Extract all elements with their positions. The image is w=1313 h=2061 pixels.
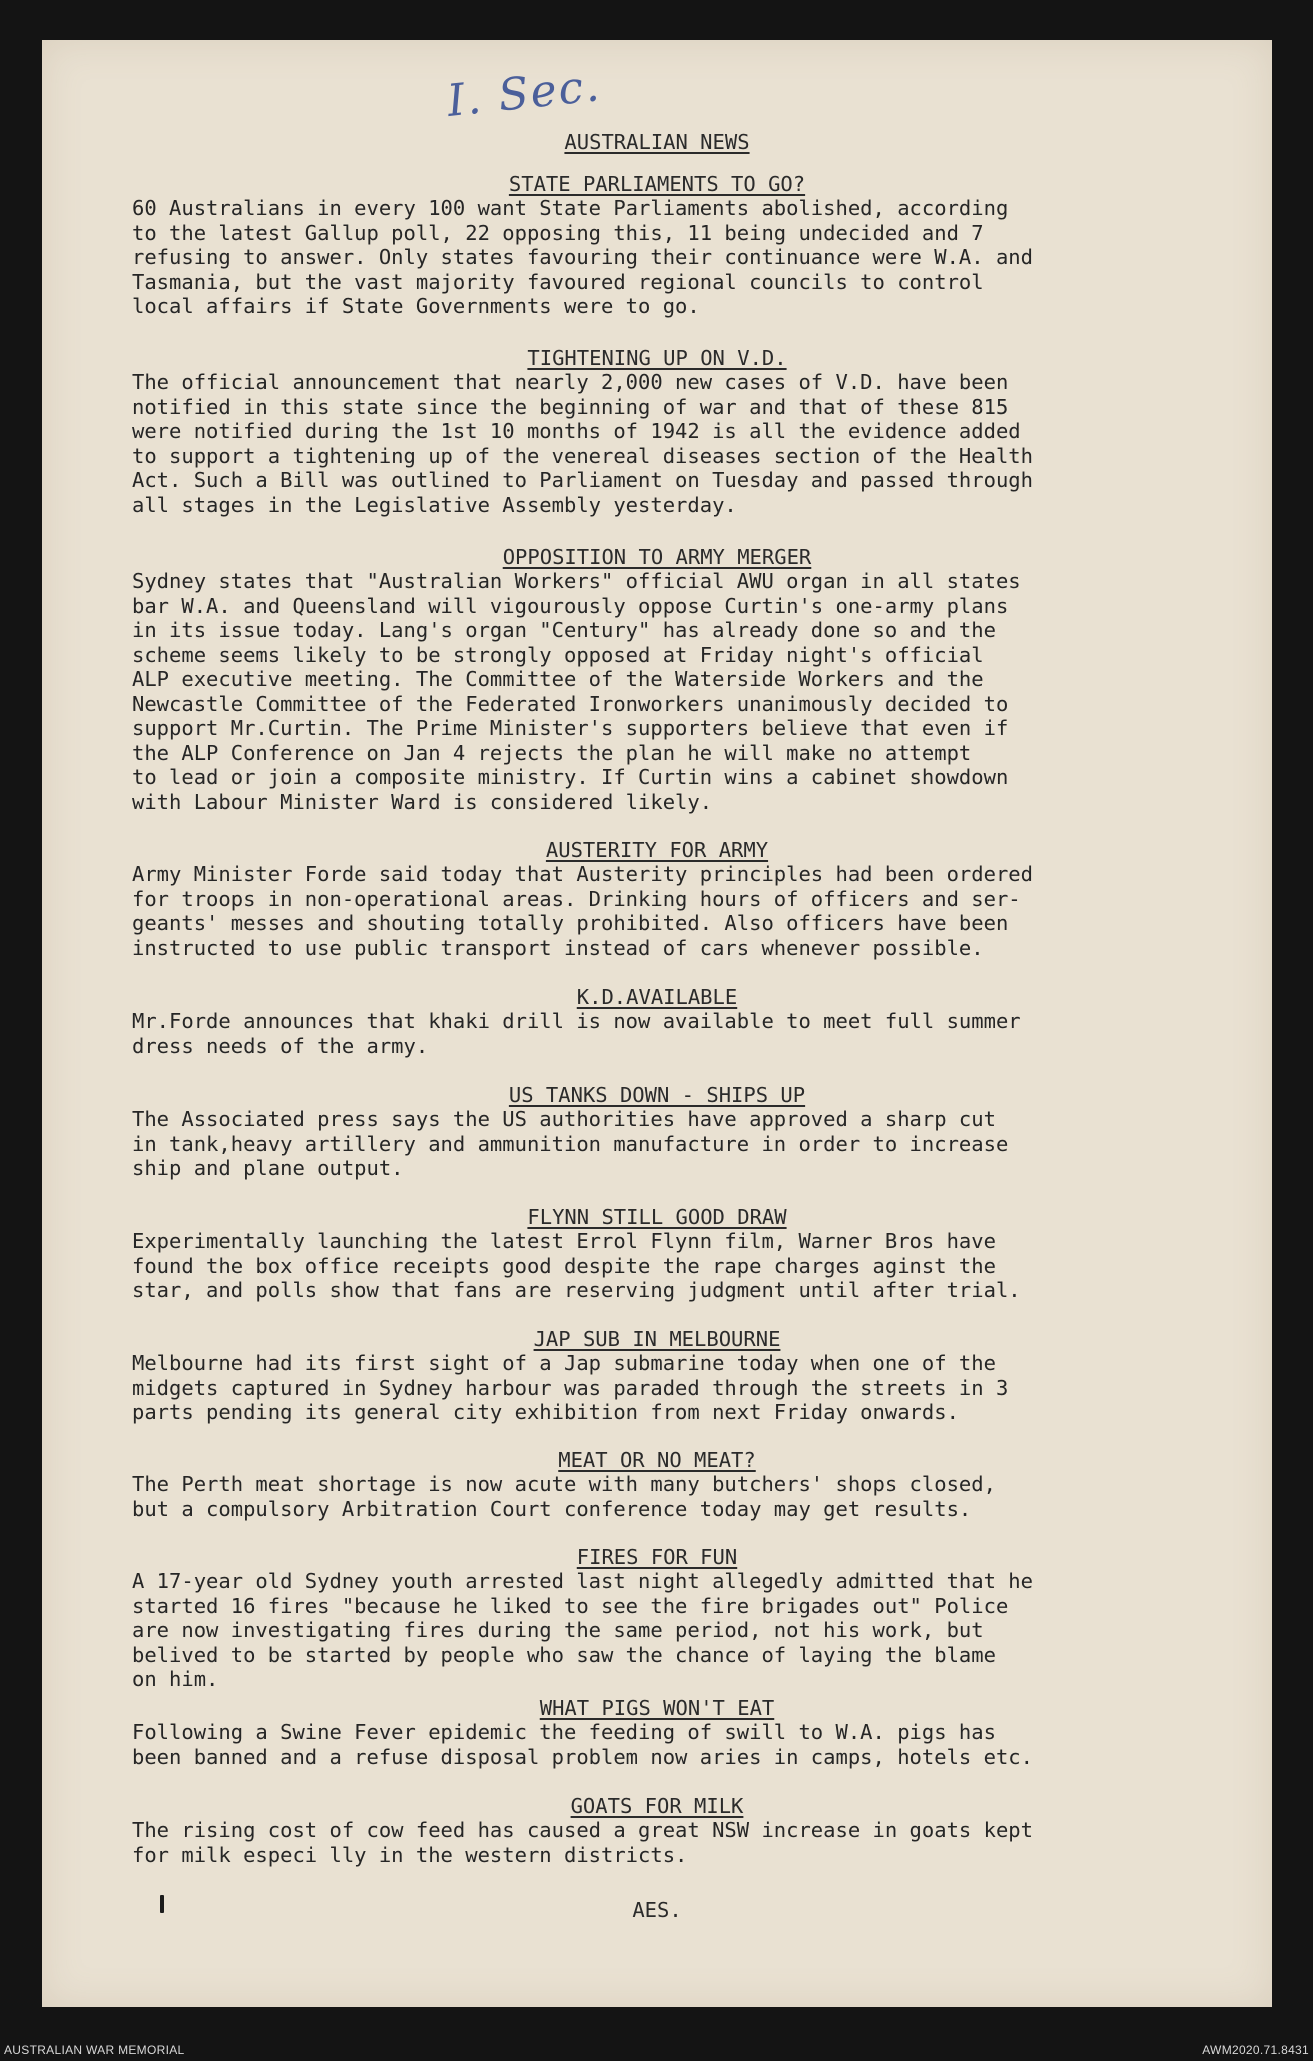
- section-heading: FLYNN STILL GOOD DRAW: [527, 1205, 787, 1229]
- section-heading: STATE PARLIAMENTS TO GO?: [508, 172, 806, 196]
- section-body: Mr.Forde announces that khaki drill is now available to meet full summer dress needs of the army.: [132, 1009, 1021, 1058]
- section-heading: GOATS FOR MILK: [570, 1794, 744, 1818]
- section-body: Army Minister Forde said today that Austerity principles had been ordered for troops in non-operational areas. Drinking hours of officers and ser- geants' messes and shouting totally prohibited. Also officers have been instructed to use public transport instead of cars whenever possible.: [132, 862, 1033, 960]
- signoff: AES.: [632, 1898, 682, 1922]
- section-heading: JAP SUB IN MELBOURNE: [533, 1327, 781, 1351]
- section-heading: AUSTERITY FOR ARMY: [545, 838, 769, 862]
- section-heading: K.D.AVAILABLE: [576, 985, 738, 1009]
- section-body: 60 Australians in every 100 want State Parliaments abolished, according to the latest Gallup poll, 22 opposing this, 11 being undecided and 7 refusing to answer. Only states favouring their continuance were W.A. and Tasmania, but the vast majority favoured regional councils to control local affairs if State Governments were to go.: [132, 196, 1033, 318]
- section-body: The Perth meat shortage is now acute with many butchers' shops closed, but a compulsory Arbitration Court conference today may get results.: [132, 1472, 996, 1521]
- section-heading: TIGHTENING UP ON V.D.: [527, 346, 787, 370]
- section-body: The official announcement that nearly 2,000 new cases of V.D. have been notified in this state since the beginning of war and that of these 815 were notified during the 1st 10 months of 1942 is all the evidence added to support a tightening up of the venereal diseases section of the Health Act. Such a Bill was outlined to Parliament on Tuesday and passed through all stages in the Legislative Assembly yesterday.: [132, 370, 1033, 517]
- ink-mark: [160, 1895, 164, 1913]
- section-body: Experimentally launching the latest Errol Flynn film, Warner Bros have found the box office receipts good despite the rape charges aginst the star, and polls show that fans are reserving judgment until after trial.: [132, 1229, 1021, 1302]
- section-body: A 17-year old Sydney youth arrested last night allegedly admitted that he started 16 fires "because he liked to see the fire brigades out" Police are now investigating fires during the same period, not his work, but belived to be started by people who saw the chance of laying the blame on him.: [132, 1569, 1033, 1691]
- section-body: Melbourne had its first sight of a Jap submarine today when one of the midgets captured in Sydney harbour was paraded through the streets in 3 parts pending its general city exhibition from next Friday onwards.: [132, 1351, 1009, 1424]
- section-heading: MEAT OR NO MEAT?: [558, 1448, 756, 1472]
- document-page: [42, 40, 1272, 2007]
- footer-accession-number: AWM2020.71.8431: [1202, 2043, 1309, 2057]
- section-heading: WHAT PIGS WON'T EAT: [539, 1696, 775, 1720]
- section-body: Following a Swine Fever epidemic the feeding of swill to W.A. pigs has been banned and a refuse disposal problem now aries in camps, hotels etc.: [132, 1720, 1033, 1769]
- section-heading: FIRES FOR FUN: [576, 1545, 738, 1569]
- section-body: Sydney states that "Australian Workers" official AWU organ in all states bar W.A. and Queensland will vigourously oppose Curtin's one-army plans in its issue today. Lang's organ "Century" has already done so and the scheme seems likely to be strongly opposed at Friday night's official ALP executive meeting. The Committee of the Waterside Workers and the Newcastle Committee of the Federated Ironworkers unanimously decided to support Mr.Curtin. The Prime Minister's supporters believe that even if the ALP Conference on Jan 4 rejects the plan he will make no attempt to lead or join a composite ministry. If Curtin wins a cabinet showdown with Labour Minister Ward is considered likely.: [132, 569, 1021, 814]
- section-heading: US TANKS DOWN - SHIPS UP: [508, 1083, 806, 1107]
- footer-archive-name: AUSTRALIAN WAR MEMORIAL: [4, 2043, 185, 2057]
- section-heading: OPPOSITION TO ARMY MERGER: [502, 545, 812, 569]
- document-title: AUSTRALIAN NEWS: [564, 130, 750, 154]
- section-body: The rising cost of cow feed has caused a great NSW increase in goats kept for milk especi lly in the western districts.: [132, 1818, 1033, 1867]
- section-body: The Associated press says the US authorities have approved a sharp cut in tank,heavy artillery and ammunition manufacture in order to increase ship and plane output.: [132, 1107, 1009, 1180]
- handwritten-annotation: I. Sec.: [444, 60, 604, 127]
